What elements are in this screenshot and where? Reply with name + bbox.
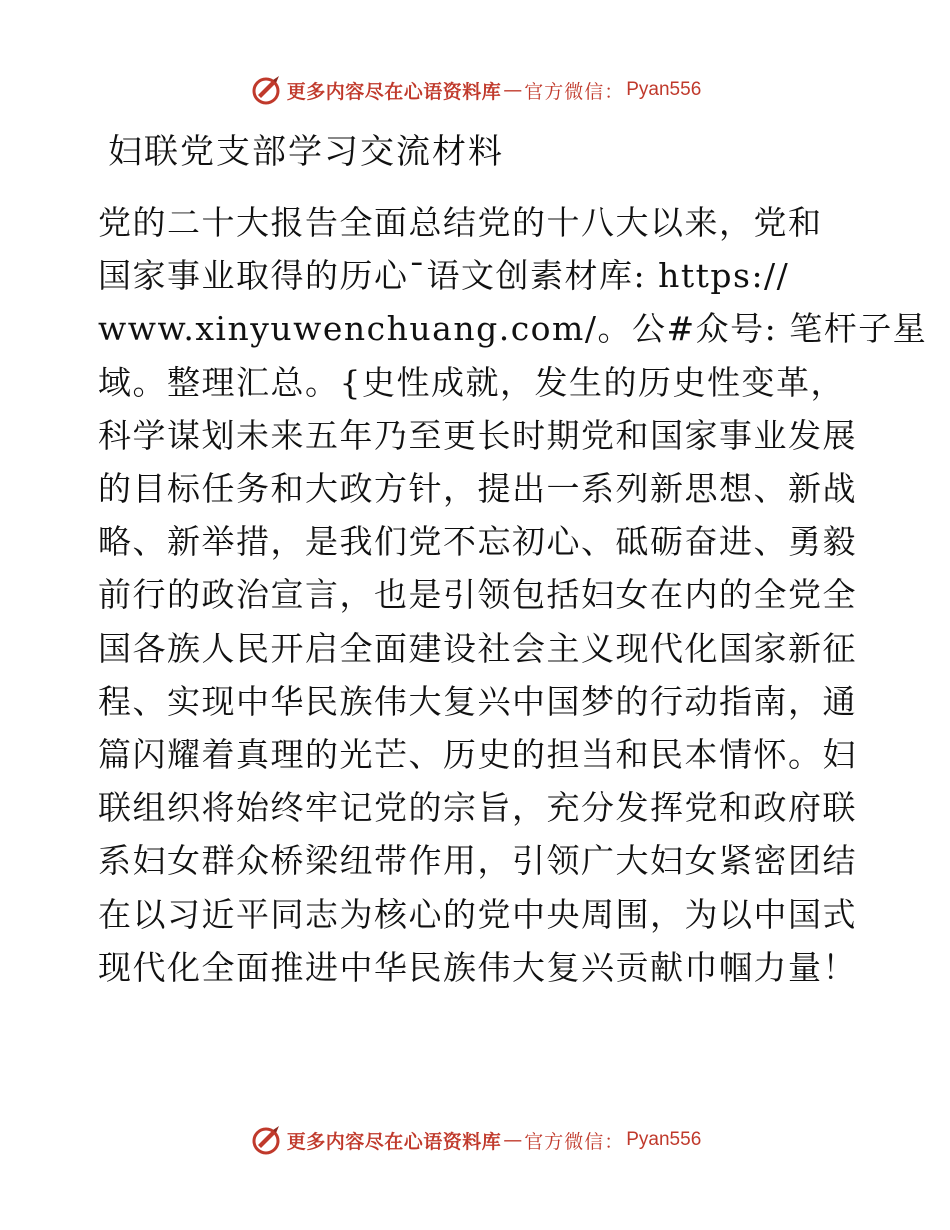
body-line: 国各族人民开启全面建设社会主义现代化国家新征 [98, 628, 857, 668]
banner-wechat-label: 官方微信： [524, 80, 625, 103]
body-line: 党的二十大报告全面总结党的十八大以来，党和 [98, 203, 823, 242]
body-line: 域。整理汇总。{史性成就，发生的历史性变革， [98, 362, 845, 402]
body-line: 程、实现中华民族伟大复兴中国梦的行动指南，通 [98, 681, 857, 721]
banner-separator: — [503, 79, 523, 101]
body-line: 科学谋划未来五年乃至更长时期党和国家事业发展 [98, 415, 857, 455]
body-line: 系妇女群众桥梁纽带作用，引领广大妇女紧密团结 [98, 841, 857, 881]
document-body [98, 196, 928, 994]
body-line: 在以习近平同志为核心的党中央周围，为以中国式 [98, 894, 857, 934]
body-line: 篇闪耀着真理的光芒、历史的担当和民本情怀。妇 [98, 735, 857, 775]
quill-pen-logo-icon [249, 1123, 283, 1157]
banner-main-text: 更多内容尽在心语资料库 [286, 80, 502, 103]
header-banner [0, 70, 950, 110]
document-title: 妇联党支部学习交流材料 [108, 132, 504, 172]
quill-pen-logo-icon [249, 73, 283, 107]
banner-wechat-handle: Pyan556 [626, 79, 702, 100]
footer-banner [0, 1120, 950, 1160]
banner-wechat-handle: Pyan556 [626, 1129, 702, 1150]
body-line: 现代化全面推进中华民族伟大复兴贡献巾帼力量！ [98, 947, 857, 987]
banner-main-text: 更多内容尽在心语资料库 [286, 1130, 502, 1153]
banner-wechat-label: 官方微信： [524, 1130, 625, 1153]
body-line: 前行的政治宣言，也是引领包括妇女在内的全党全 [98, 575, 857, 615]
body-line: 联组织将始终牢记党的宗旨，充分发挥党和政府联 [98, 788, 857, 828]
body-line: www.xinyuwenchuang.com/。公#众号: 笔杆子星 [98, 309, 928, 349]
banner-separator: — [503, 1129, 523, 1151]
body-line: 的目标任务和大政方针，提出一系列新思想、新战 [98, 469, 857, 509]
body-line: 国家事业取得的历心¯语文创素材库: https:// [98, 256, 790, 296]
body-line: 略、新举措，是我们党不忘初心、砥砺奋进、勇毅 [98, 522, 857, 562]
